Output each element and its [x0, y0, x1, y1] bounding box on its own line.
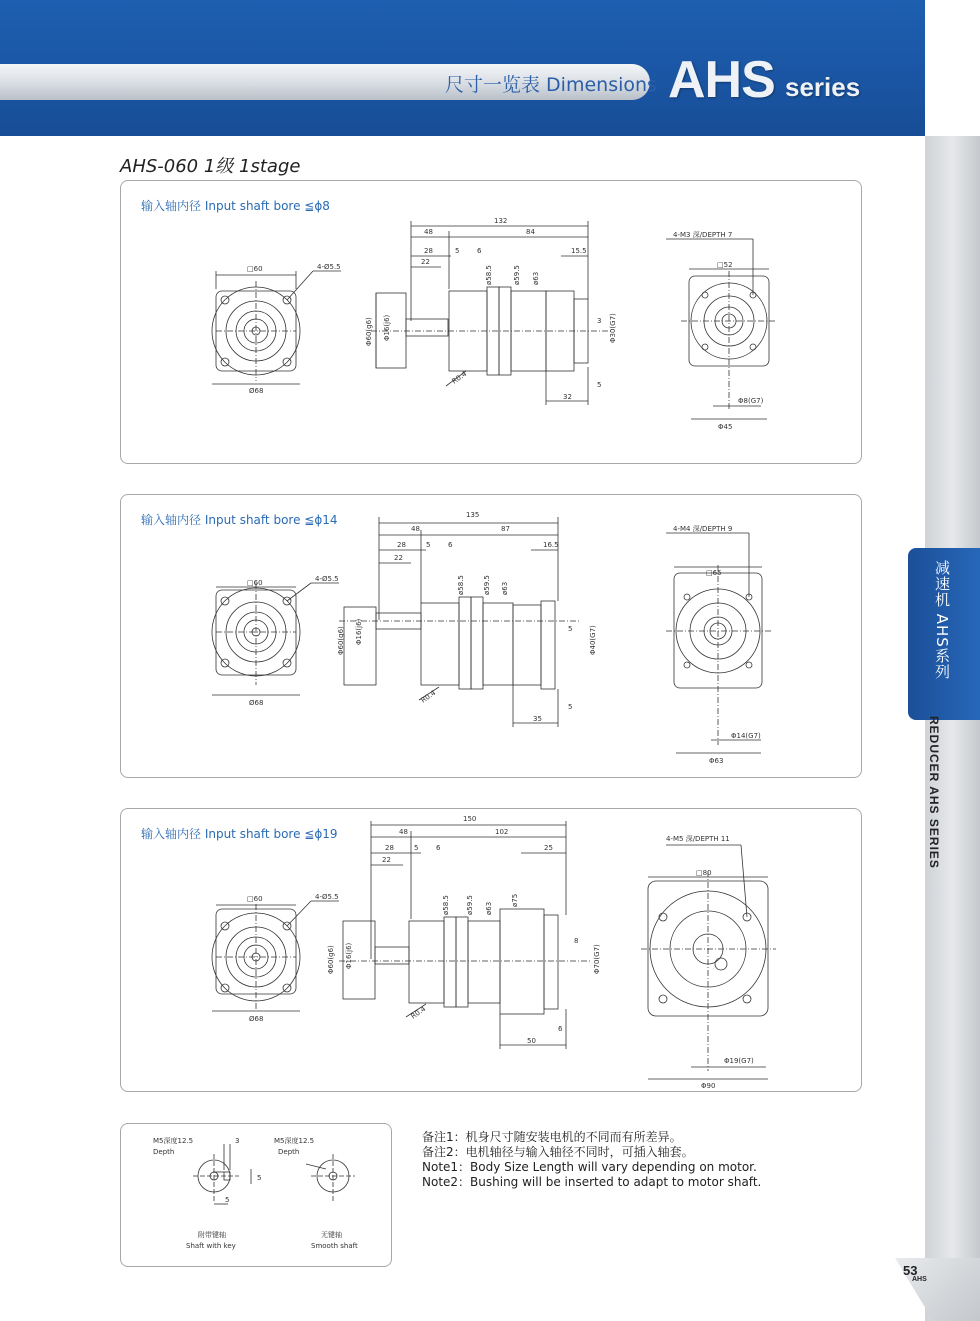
- length-d-dim: 5: [455, 247, 460, 255]
- right-small2-dim: 5: [597, 381, 602, 389]
- dia-b-dim: ø59.5: [513, 265, 521, 285]
- page-number-sub: AHS: [912, 1276, 927, 1283]
- side-tab-english-label: REDUCER AHS SERIES: [927, 716, 941, 869]
- length-g-dim: 25: [544, 844, 553, 852]
- right-small-dim: 5: [568, 625, 573, 633]
- dia-a-dim: ø58.5: [442, 895, 450, 915]
- key-shaft-depth: Depth: [153, 1148, 175, 1156]
- shaft-detail-drawing: [121, 1124, 391, 1266]
- back-thread-dim: 4-M5 深/DEPTH 11: [666, 835, 730, 843]
- front-holes-dim: 4-Ø5.5: [315, 575, 339, 583]
- total-length-dim: 132: [494, 217, 508, 225]
- total-length-dim: 150: [463, 815, 477, 823]
- length-d-dim: 5: [426, 541, 431, 549]
- length-c-dim: 28: [424, 247, 433, 255]
- radius-dim: R0.4: [450, 369, 469, 386]
- smooth-shaft-thread: M5深度12.5: [274, 1137, 315, 1145]
- shaft-h6-dim: Φ16(j6): [345, 942, 353, 969]
- front-holes-dim: 4-Ø5.5: [315, 893, 339, 901]
- total-length-dim: 135: [466, 511, 480, 519]
- back-bore-dim: Φ14(G7): [731, 732, 761, 740]
- back-square-dim: □52: [717, 261, 733, 269]
- length-b-dim: 102: [495, 828, 509, 836]
- input-shaft-bore-label: 输入轴内径 Input shaft bore ≦ϕ19: [141, 827, 338, 841]
- dia-c-dim: ø63: [485, 901, 493, 915]
- dia-d-dim: ø75: [511, 893, 519, 907]
- back-thread-dim: 4-M4 深/DEPTH 9: [673, 525, 733, 533]
- length-b-dim: 87: [501, 525, 510, 533]
- length-d-dim: 5: [414, 844, 419, 852]
- front-square-dim: □60: [247, 895, 263, 903]
- dia-a-dim: ø58.5: [485, 265, 493, 285]
- shaft-h6-dim: Φ16(j6): [383, 314, 391, 341]
- note-en-1: Note1：Body Size Length will vary depending on motor.: [422, 1160, 757, 1174]
- note-en-2: Note2：Bushing will be inserted to adapt to motor shaft.: [422, 1175, 762, 1189]
- shaft-h7-dim: Φ60(g6): [327, 945, 335, 974]
- right-small2-dim: 6: [558, 1025, 563, 1033]
- input-shaft-bore-label: 输入轴内径 Input shaft bore ≦ϕ14: [141, 513, 338, 527]
- back-bore-dim: Φ19(G7): [724, 1057, 754, 1065]
- back-bore-dim: Φ8(G7): [738, 397, 764, 405]
- length-g-dim: 15.5: [571, 247, 587, 255]
- back-dia-dim: Φ63: [709, 757, 724, 765]
- back-dia-dim: Φ90: [701, 1082, 716, 1090]
- key-shaft-thread: M5深度12.5: [153, 1137, 194, 1145]
- length-e-dim: 6: [448, 541, 453, 549]
- key-width-dim: 3: [235, 1137, 240, 1145]
- radius-dim: R0.4: [409, 1004, 428, 1021]
- smooth-shaft-depth: Depth: [278, 1148, 300, 1156]
- smooth-shaft-cn-label: 无键轴: [321, 1231, 342, 1239]
- shaft-h6-dim: Φ16(j6): [355, 618, 363, 645]
- front-square-dim: □60: [247, 579, 263, 587]
- dia-b-dim: ø59.5: [483, 575, 491, 595]
- front-dia-dim: Ø68: [249, 387, 264, 395]
- header-title: 尺寸一览表 Dimensions: [445, 74, 657, 96]
- dia-c-dim: ø63: [501, 581, 509, 595]
- right-length-dim: 50: [527, 1037, 536, 1045]
- front-square-dim: □60: [247, 265, 263, 273]
- back-thread-dim: 4-M3 深/DEPTH 7: [673, 231, 733, 239]
- series-logo-sub: series: [785, 72, 861, 102]
- length-a-dim: 48: [424, 228, 433, 236]
- back-dia-dim: Φ45: [718, 423, 733, 431]
- drawing-panel-2: [120, 494, 862, 778]
- shaft-detail-panel: [120, 1123, 392, 1267]
- length-b-dim: 84: [526, 228, 535, 236]
- series-logo-main: AHS: [668, 51, 775, 109]
- drawing-panel-3: [120, 808, 862, 1092]
- length-g-dim: 16.5: [543, 541, 559, 549]
- length-c-dim: 28: [385, 844, 394, 852]
- length-c-dim: 28: [397, 541, 406, 549]
- front-dia-dim: Ø68: [249, 699, 264, 707]
- side-tab-chinese-label: 减速机 AHS系列: [933, 560, 951, 680]
- length-e-dim: 6: [477, 247, 482, 255]
- shaft-h7-dim: Φ60(g6): [365, 317, 373, 346]
- right-small2-dim: 5: [568, 703, 573, 711]
- side-input-flange: [376, 293, 406, 368]
- length-f-dim: 22: [382, 856, 391, 864]
- length-e-dim: 6: [436, 844, 441, 852]
- right-bore-dim: Φ70(G7): [593, 944, 601, 974]
- length-f-dim: 22: [394, 554, 403, 562]
- right-bore-dim: Φ40(G7): [589, 625, 597, 655]
- length-a-dim: 48: [411, 525, 420, 533]
- key-height-dim: 5: [257, 1174, 262, 1182]
- right-bore-dim: Φ30(G7): [609, 313, 617, 343]
- model-title: AHS-060 1级 1stage: [120, 156, 301, 177]
- front-holes-dim: 4-Ø5.5: [317, 263, 341, 271]
- drawing-panel-1: [120, 180, 862, 464]
- page-number: 53: [903, 1263, 918, 1278]
- dia-c-dim: ø63: [532, 271, 540, 285]
- right-edge-strip-top: [925, 0, 980, 136]
- dia-a-dim: ø58.5: [457, 575, 465, 595]
- back-square-dim: □80: [696, 869, 712, 877]
- key-length-dim: 5: [225, 1196, 230, 1204]
- right-length-dim: 35: [533, 715, 542, 723]
- shaft-h7-dim: Φ60(g6): [337, 626, 345, 655]
- right-small-dim: 8: [574, 937, 579, 945]
- note-cn-2: 备注2：电机轴径与输入轴径不同时，可插入轴套。: [422, 1145, 694, 1159]
- radius-dim: R0.4: [419, 688, 438, 705]
- technical-drawing-1: [121, 181, 861, 463]
- front-dia-dim: Ø68: [249, 1015, 264, 1023]
- right-length-dim: 32: [563, 393, 572, 401]
- input-shaft-bore-label: 输入轴内径 Input shaft bore ≦ϕ8: [141, 199, 330, 213]
- length-f-dim: 22: [421, 258, 430, 266]
- technical-drawing-3: [121, 809, 861, 1091]
- technical-drawing-2: [121, 495, 861, 777]
- dia-b-dim: ø59.5: [466, 895, 474, 915]
- back-square-dim: □65: [706, 569, 722, 577]
- key-shaft-cn-label: 附带键轴: [198, 1231, 226, 1239]
- smooth-shaft-en-label: Smooth shaft: [311, 1242, 358, 1250]
- right-small-dim: 3: [597, 317, 602, 325]
- length-a-dim: 48: [399, 828, 408, 836]
- key-shaft-en-label: Shaft with key: [186, 1242, 236, 1250]
- note-cn-1: 备注1：机身尺寸随安装电机的不同而有所差异。: [422, 1130, 682, 1144]
